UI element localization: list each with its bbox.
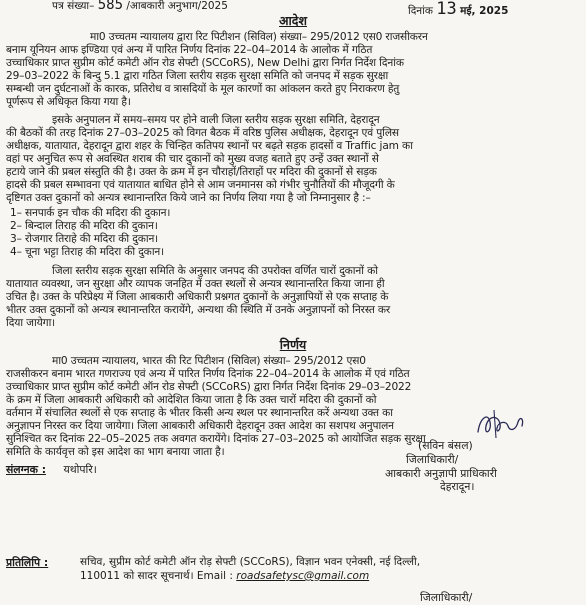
para1-line: 29–03–2022 के बिन्दु 5.1 द्वारा गठित जिला स्तरीय सड़क सुरक्षा समिति को जनपद में सड़क सुरक्षा xyxy=(6,70,389,82)
enclosure-label: संलग्नक : xyxy=(6,463,47,476)
para4-line: राजसीकरन बनाम भारत गणराज्य एवं अन्य में पारित निर्णय दिनांक 22–04–2014 के आलोक में एवं गठित xyxy=(6,368,410,380)
para1-line: बनाम यूनियन आफ इण्डिया एवं अन्य में पारित निर्णय दिनांक 22–04–2014 के आलोक में गठित xyxy=(6,44,373,56)
para2-line: हादसे की प्रबल सम्भावना एवं यातायात बाधित होने से आम जनमानस को गंभीर चुनौतियों की मौजूदगी के xyxy=(6,179,395,191)
para4-line: के क्रम में जिला आबकारी अधिकारी को आदेशित किया जाता है कि उक्त चारों मदिरा की दुकानों को xyxy=(6,394,377,406)
signatory-name: (सविन बंसल) xyxy=(418,439,473,452)
copy-recipient-line: सचिव, सुप्रीम कोर्ट कमेटी ऑन रोड़ सेफ्टी (SCCoRS), विज्ञान भवन एनेक्सी, नई दिल्ली, xyxy=(80,556,421,568)
signatory-authority: आबकारी अनुज्ञापी प्राधिकारी xyxy=(385,467,497,480)
para1-line: उच्चाधिकार प्राप्त सुप्रीम कोर्ट कमेटी ऑन रोड सेफ्टी (SCCoRS), New Delhi द्वारा निर्गत निर्देश दिनांक xyxy=(6,57,404,69)
shop-list-item: 2– बिन्दाल तिराह की मदिरा की दुकान। xyxy=(10,220,158,232)
para4-line: अनुज्ञापन निरस्त कर दिया जायेगा। जिला आबकारी अधिकारी देहरादून उक्त आदेश का सशपथ अनुपालन xyxy=(6,420,394,432)
email-link[interactable]: roadsafetysc@gmail.com xyxy=(236,570,370,582)
bottom-signatory-designation: जिलाधिकारी/ xyxy=(420,591,473,604)
signatory-place: देहरादून। xyxy=(440,480,475,493)
letter-number-handwritten: 585 xyxy=(97,0,124,13)
date-handwritten: 13 xyxy=(436,0,457,19)
para4-line: सुनिश्चित कर दिनांक 22–05–2025 तक अवगत करायेंगे। दिनांक 27–03–2025 को आयोजित सड़क सुरक्षा xyxy=(6,433,426,445)
para3-line: जिला स्तरीय सड़क सुरक्षा समिति के अनुसार जनपद की उपरोक्त वर्णित चारों दुकानों को xyxy=(52,265,378,277)
para2-line: वहां पर अनुचित रूप से अवस्थित शराब की चार दुकानों को मुख्य वजह बताते हुए उन्हें उक्त स्थानों से xyxy=(6,153,379,165)
para2-line: इसके अनुपालन में समय–समय पर होने वाली जिला स्तरीय सड़क सुरक्षा समिति, देहरादून xyxy=(52,114,380,126)
title-nirnay: निर्णय xyxy=(279,337,307,352)
letter-number-suffix: /आबकारी अनुभाग/2025 xyxy=(126,0,228,12)
letter-number-prefix: पत्र संख्या– xyxy=(52,0,95,12)
para4-line: वर्तमान में संचालित स्थलों से एक सप्ताह के भीतर किसी अन्य स्थल पर स्थानान्तरित करें अन्यथा उक्त का xyxy=(6,407,393,419)
para1-line: पूर्णरूप से अधिकृत किया गया है। xyxy=(6,96,131,108)
para2-line: अधीक्षक, यातायात, देहरादून द्वारा शहर के चिन्हित कतिपय स्थानों पर बढ़ते सड़क हादसों व Traffic jam का xyxy=(6,140,413,152)
para1-line: सम्बन्धी जन दुर्घटनाओं के कारक, प्रतिरोध व त्रासदियों के मूल कारणों का आंकलन करते हुए निराकरण हेतु xyxy=(6,83,400,95)
para4-line: समिति के कार्यवृत्त को इस आदेश का भाग बनाया जाता है। xyxy=(6,446,225,458)
date-suffix: मई, 2025 xyxy=(460,5,509,17)
shop-list-item: 1– सनपार्क इन चौक की मदिरा की दुकान। xyxy=(10,207,171,219)
para3-line: उचित है। उक्त के परिप्रेक्ष्य में जिला आबकारी अधिकारी प्रश्नगत दुकानों के अनुज्ञापियों से एक सप्ताह के xyxy=(6,291,389,303)
para1-line: मा0 उच्चतम न्यायालय द्वारा रिट पिटीशन (सिविल) संख्या– 295/2012 एस0 राजसीकरन xyxy=(90,31,428,43)
para3-line: दिया जायेगा। xyxy=(6,317,56,329)
date-prefix: दिनांक xyxy=(408,5,433,17)
para2-line: हटाये जाने की प्रबल संस्तुति की है। उक्त के क्रम में इन चौराहों/तिराहों पर मदिरा की दुकानों से सड़क xyxy=(6,166,377,178)
copy-email-line xyxy=(80,569,369,583)
copy-label: प्रतिलिपि : xyxy=(6,556,49,569)
shop-list-item: 3– रोजगार तिराहे की मदिरा की दुकान। xyxy=(10,233,159,245)
para2-line: की बैठकों की तरह दिनांक 27–03–2025 को विगत बैठक में वरिष्ठ पुलिस अधीक्षक, देहरादून एवं पुलिस xyxy=(6,127,399,139)
para4-line: मा0 उच्चतम न्यायालय, भारत की रिट पिटीशन (सिविल) संख्या– 295/2012 एस0 xyxy=(52,355,366,367)
handwritten-signature-icon xyxy=(470,404,530,444)
enclosure xyxy=(6,462,97,477)
shop-list-item: 4– चूना भट्टा तिराह की मदिरा की दुकान। xyxy=(10,246,165,258)
title-aadesh: आदेश xyxy=(279,13,307,28)
signatory-designation: जिलाधिकारी/ xyxy=(406,453,459,466)
enclosure-value: यथोपरि। xyxy=(63,463,97,476)
para2-line: दृष्टिगत उक्त दुकानों को अन्यत्र स्थानान्तरित किये जाने का निर्णय लिया गया है जो निम्नानुसार है :– xyxy=(6,192,371,204)
para4-line: उच्चाधिकार प्राप्त सुप्रीम कोर्ट कमेटी ऑन रोड सेफ्टी (SCCoRS) द्वारा निर्गत निर्देश दिनांक 29–03–2022 xyxy=(6,381,412,393)
para3-line: यातायात व्यवस्था, जन सुरक्षा और व्यापक जनहित में उक्त स्थलों से अन्यत्र स्थानान्तरित किया जाना ही xyxy=(6,278,385,290)
para3-line: भीतर उक्त दुकानों को अन्यत्र स्थानान्तरित करायेंगे, अन्यथा की स्थिति में उनके अनुज्ञापनों को निरस्त कर xyxy=(6,304,391,316)
copy-email-prefix: 110011 को सादर सूचनार्थ। Email : xyxy=(80,570,233,582)
